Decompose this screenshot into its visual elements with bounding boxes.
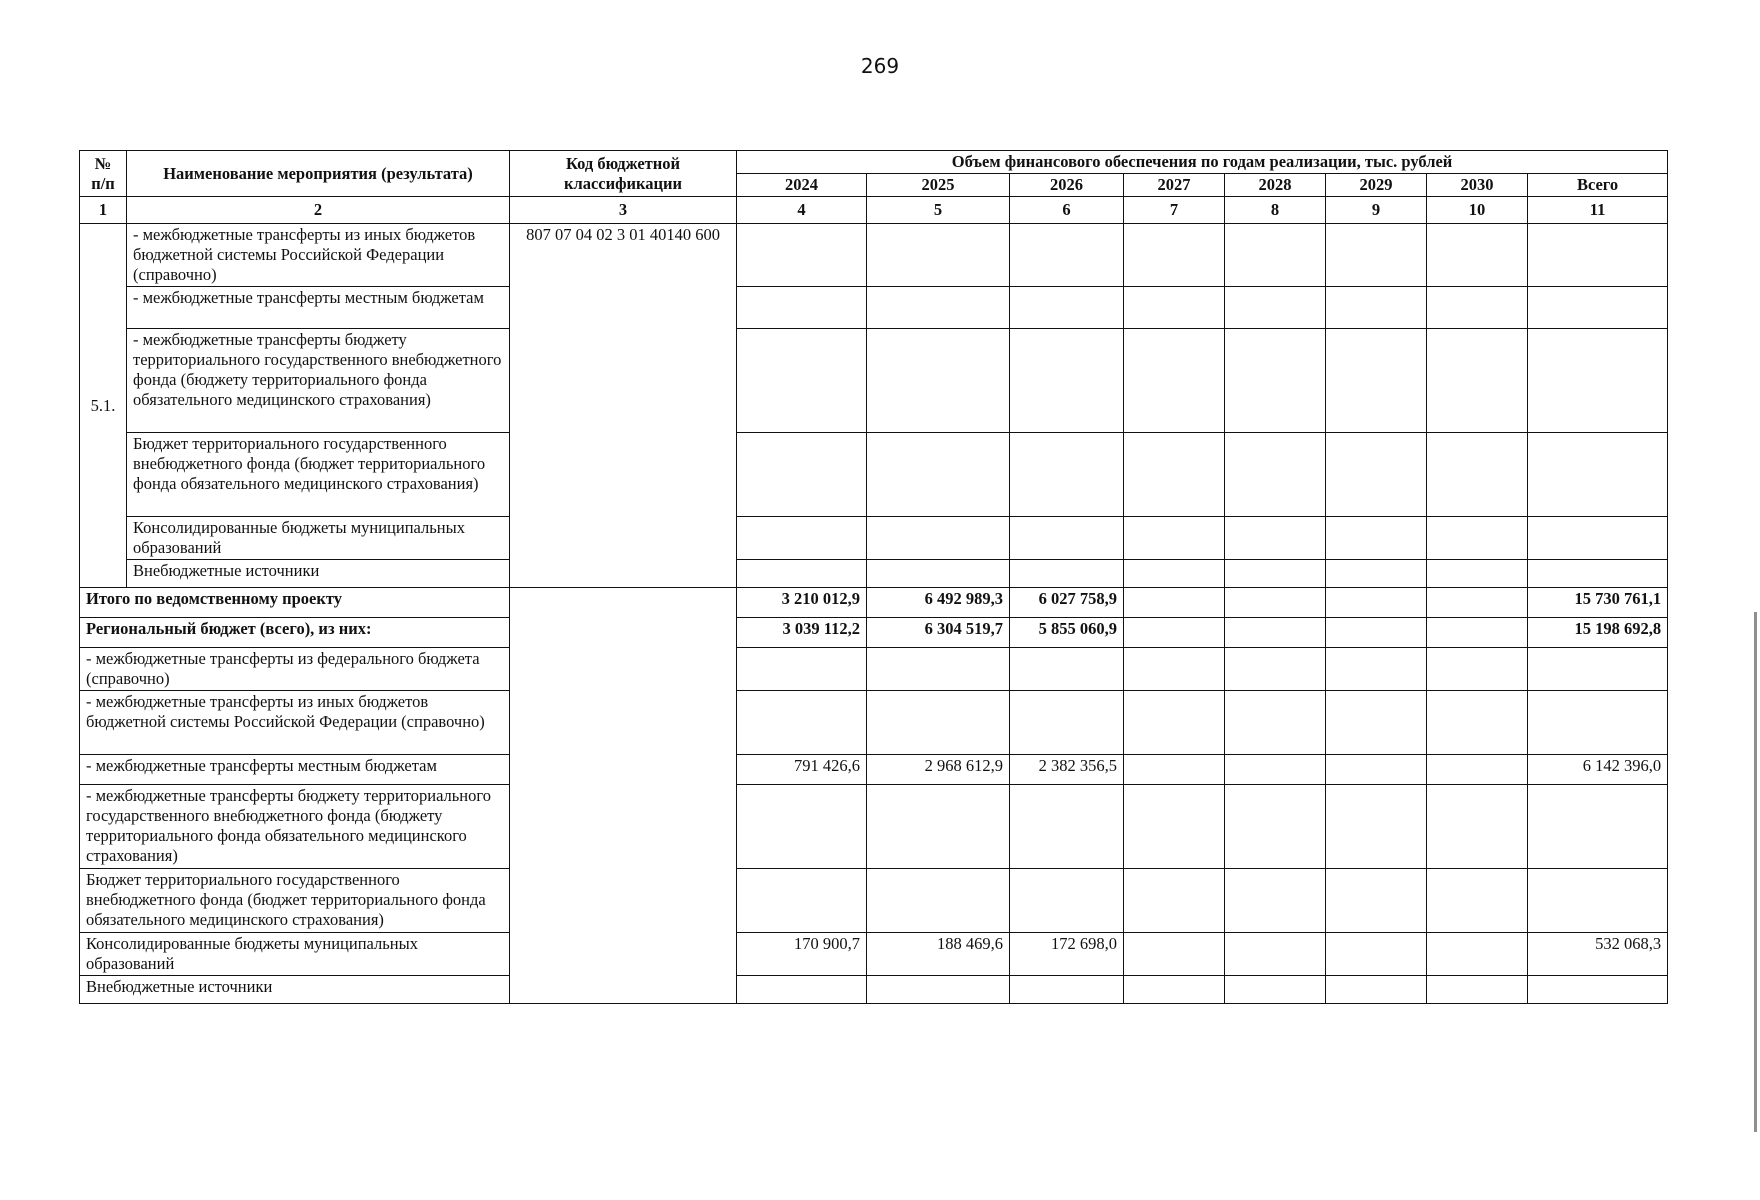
row-name: - межбюджетные трансферты из иных бюджетов бюджетной системы Российской Федерации (справочно): [80, 691, 510, 755]
value-cell: [1326, 588, 1427, 618]
total-cell: [1528, 224, 1668, 287]
total-cell: [1528, 869, 1668, 933]
budget-code: 807 07 04 02 3 01 40140 600: [510, 224, 737, 588]
table-row: [80, 433, 1668, 517]
value-cell: 188 469,6: [867, 933, 1010, 976]
table-row-project-total: [80, 588, 1668, 618]
table-row: [80, 648, 1668, 691]
value-cell: [1124, 869, 1225, 933]
value-cell: [1010, 560, 1124, 588]
table-row: [80, 755, 1668, 785]
value-cell: [1010, 976, 1124, 1004]
value-cell: [1326, 224, 1427, 287]
total-cell: [1528, 785, 1668, 869]
value-cell: [867, 869, 1010, 933]
budget-code-empty: [510, 588, 737, 1004]
header-total: Всего: [1528, 174, 1668, 197]
value-cell: [1225, 785, 1326, 869]
column-index: 10: [1427, 197, 1528, 224]
value-cell: [737, 287, 867, 329]
column-index: 6: [1010, 197, 1124, 224]
page-number: 269: [860, 54, 900, 78]
value-cell: 170 900,7: [737, 933, 867, 976]
value-cell: [1326, 560, 1427, 588]
header-year: 2028: [1225, 174, 1326, 197]
value-cell: [1427, 869, 1528, 933]
value-cell: 3 039 112,2: [737, 618, 867, 648]
value-cell: [737, 517, 867, 560]
table-row: [80, 560, 1668, 588]
value-cell: [737, 560, 867, 588]
value-cell: [1427, 433, 1528, 517]
column-index: 5: [867, 197, 1010, 224]
value-cell: [737, 433, 867, 517]
table-row: [80, 287, 1668, 329]
value-cell: [1326, 869, 1427, 933]
total-cell: 532 068,3: [1528, 933, 1668, 976]
value-cell: 6 027 758,9: [1010, 588, 1124, 618]
row-name: Консолидированные бюджеты муниципальных образований: [80, 933, 510, 976]
header-year: 2026: [1010, 174, 1124, 197]
row-name: - межбюджетные трансферты бюджету территориального государственного внебюджетного фонда (бюджету территориального фонда обязательного медицинского страхования): [127, 329, 510, 433]
value-cell: [1225, 433, 1326, 517]
value-cell: [1124, 224, 1225, 287]
row-name: - межбюджетные трансферты местным бюджетам: [80, 755, 510, 785]
value-cell: [1326, 433, 1427, 517]
header-volume: Объем финансового обеспечения по годам реализации, тыс. рублей: [737, 151, 1668, 174]
value-cell: [1225, 224, 1326, 287]
value-cell: [1124, 976, 1225, 1004]
row-name: Региональный бюджет (всего), из них:: [80, 618, 510, 648]
value-cell: [1124, 691, 1225, 755]
column-index: 8: [1225, 197, 1326, 224]
row-name: Внебюджетные источники: [80, 976, 510, 1004]
value-cell: [1225, 517, 1326, 560]
value-cell: [1326, 755, 1427, 785]
value-cell: [1124, 618, 1225, 648]
value-cell: [1124, 755, 1225, 785]
value-cell: [867, 560, 1010, 588]
total-cell: [1528, 691, 1668, 755]
value-cell: [1427, 691, 1528, 755]
value-cell: [1326, 329, 1427, 433]
value-cell: [1427, 933, 1528, 976]
value-cell: [1326, 785, 1427, 869]
header-row-index: [80, 197, 1668, 224]
value-cell: [1124, 517, 1225, 560]
column-index: 4: [737, 197, 867, 224]
value-cell: [867, 224, 1010, 287]
total-cell: [1528, 329, 1668, 433]
value-cell: [1427, 976, 1528, 1004]
value-cell: [1010, 287, 1124, 329]
value-cell: [1124, 433, 1225, 517]
value-cell: [1225, 560, 1326, 588]
value-cell: [1427, 287, 1528, 329]
column-index: 1: [80, 197, 127, 224]
value-cell: [1427, 560, 1528, 588]
column-index: 9: [1326, 197, 1427, 224]
value-cell: [1225, 287, 1326, 329]
row-name: Консолидированные бюджеты муниципальных образований: [127, 517, 510, 560]
value-cell: [737, 224, 867, 287]
scan-edge-mark: [1754, 612, 1757, 1132]
value-cell: [1010, 648, 1124, 691]
value-cell: 6 304 519,7: [867, 618, 1010, 648]
value-cell: 2 968 612,9: [867, 755, 1010, 785]
row-name: - межбюджетные трансферты из федерального бюджета (справочно): [80, 648, 510, 691]
value-cell: 5 855 060,9: [1010, 618, 1124, 648]
header-year: 2027: [1124, 174, 1225, 197]
value-cell: [1010, 785, 1124, 869]
table-row: [80, 691, 1668, 755]
value-cell: [1010, 224, 1124, 287]
value-cell: [867, 785, 1010, 869]
header-year: 2024: [737, 174, 867, 197]
value-cell: [1124, 287, 1225, 329]
row-name: Внебюджетные источники: [127, 560, 510, 588]
total-cell: [1528, 433, 1668, 517]
value-cell: [1427, 618, 1528, 648]
total-cell: [1528, 648, 1668, 691]
value-cell: [1010, 433, 1124, 517]
value-cell: 791 426,6: [737, 755, 867, 785]
value-cell: [1326, 618, 1427, 648]
value-cell: [867, 976, 1010, 1004]
value-cell: [1326, 933, 1427, 976]
value-cell: [1124, 648, 1225, 691]
total-cell: [1528, 560, 1668, 588]
row-number: 5.1.: [80, 224, 127, 588]
header-year: 2030: [1427, 174, 1528, 197]
value-cell: [1326, 287, 1427, 329]
value-cell: [1010, 869, 1124, 933]
value-cell: 6 492 989,3: [867, 588, 1010, 618]
value-cell: [1225, 755, 1326, 785]
column-index: 7: [1124, 197, 1225, 224]
column-index: 11: [1528, 197, 1668, 224]
value-cell: [1225, 648, 1326, 691]
value-cell: [737, 329, 867, 433]
value-cell: [867, 287, 1010, 329]
value-cell: [1010, 691, 1124, 755]
value-cell: [1225, 869, 1326, 933]
value-cell: [1010, 517, 1124, 560]
total-cell: [1528, 517, 1668, 560]
value-cell: 172 698,0: [1010, 933, 1124, 976]
table-row: [80, 933, 1668, 976]
value-cell: [737, 976, 867, 1004]
table-row: [80, 869, 1668, 933]
value-cell: [1326, 648, 1427, 691]
table-row: [80, 785, 1668, 869]
value-cell: [1124, 560, 1225, 588]
table-row: [80, 224, 1668, 287]
value-cell: [1010, 329, 1124, 433]
value-cell: [1326, 976, 1427, 1004]
value-cell: [1225, 933, 1326, 976]
value-cell: [1326, 691, 1427, 755]
table-row: [80, 517, 1668, 560]
value-cell: [867, 517, 1010, 560]
value-cell: [1124, 785, 1225, 869]
value-cell: [1225, 618, 1326, 648]
row-name: Бюджет территориального государственного внебюджетного фонда (бюджет территориального фонда обязательного медицинского страхования): [80, 869, 510, 933]
row-name: Бюджет территориального государственного внебюджетного фонда (бюджет территориального фонда обязательного медицинского страхования): [127, 433, 510, 517]
row-name: Итого по ведомственному проекту: [80, 588, 510, 618]
row-name: - межбюджетные трансферты местным бюджетам: [127, 287, 510, 329]
column-index: 3: [510, 197, 737, 224]
table-row-regional-total: [80, 618, 1668, 648]
value-cell: [1225, 691, 1326, 755]
header-code: Код бюджетной классификации: [510, 151, 737, 197]
value-cell: [867, 433, 1010, 517]
value-cell: [1427, 224, 1528, 287]
value-cell: [1427, 648, 1528, 691]
column-index: 2: [127, 197, 510, 224]
value-cell: [1124, 588, 1225, 618]
header-number: № п/п: [80, 151, 127, 197]
value-cell: [737, 869, 867, 933]
value-cell: [1427, 517, 1528, 560]
value-cell: [867, 691, 1010, 755]
row-name: - межбюджетные трансферты из иных бюджетов бюджетной системы Российской Федерации (справочно): [127, 224, 510, 287]
table-row: [80, 976, 1668, 1004]
value-cell: [867, 329, 1010, 433]
header-year: 2029: [1326, 174, 1427, 197]
value-cell: [737, 648, 867, 691]
value-cell: [1427, 329, 1528, 433]
total-cell: [1528, 287, 1668, 329]
financing-table: [79, 150, 1668, 1004]
value-cell: 2 382 356,5: [1010, 755, 1124, 785]
value-cell: [1225, 976, 1326, 1004]
total-cell: 6 142 396,0: [1528, 755, 1668, 785]
header-row-top: [80, 151, 1668, 174]
value-cell: [1427, 755, 1528, 785]
value-cell: [1124, 329, 1225, 433]
value-cell: [1124, 933, 1225, 976]
value-cell: [1225, 329, 1326, 433]
value-cell: [737, 785, 867, 869]
header-name: Наименование мероприятия (результата): [127, 151, 510, 197]
value-cell: [867, 648, 1010, 691]
total-cell: [1528, 976, 1668, 1004]
total-cell: 15 730 761,1: [1528, 588, 1668, 618]
value-cell: 3 210 012,9: [737, 588, 867, 618]
table-row: [80, 329, 1668, 433]
value-cell: [1225, 588, 1326, 618]
value-cell: [737, 691, 867, 755]
value-cell: [1427, 785, 1528, 869]
row-name: - межбюджетные трансферты бюджету территориального государственного внебюджетного фонда (бюджету территориального фонда обязательного медицинского страхования): [80, 785, 510, 869]
value-cell: [1427, 588, 1528, 618]
value-cell: [1326, 517, 1427, 560]
total-cell: 15 198 692,8: [1528, 618, 1668, 648]
header-year: 2025: [867, 174, 1010, 197]
